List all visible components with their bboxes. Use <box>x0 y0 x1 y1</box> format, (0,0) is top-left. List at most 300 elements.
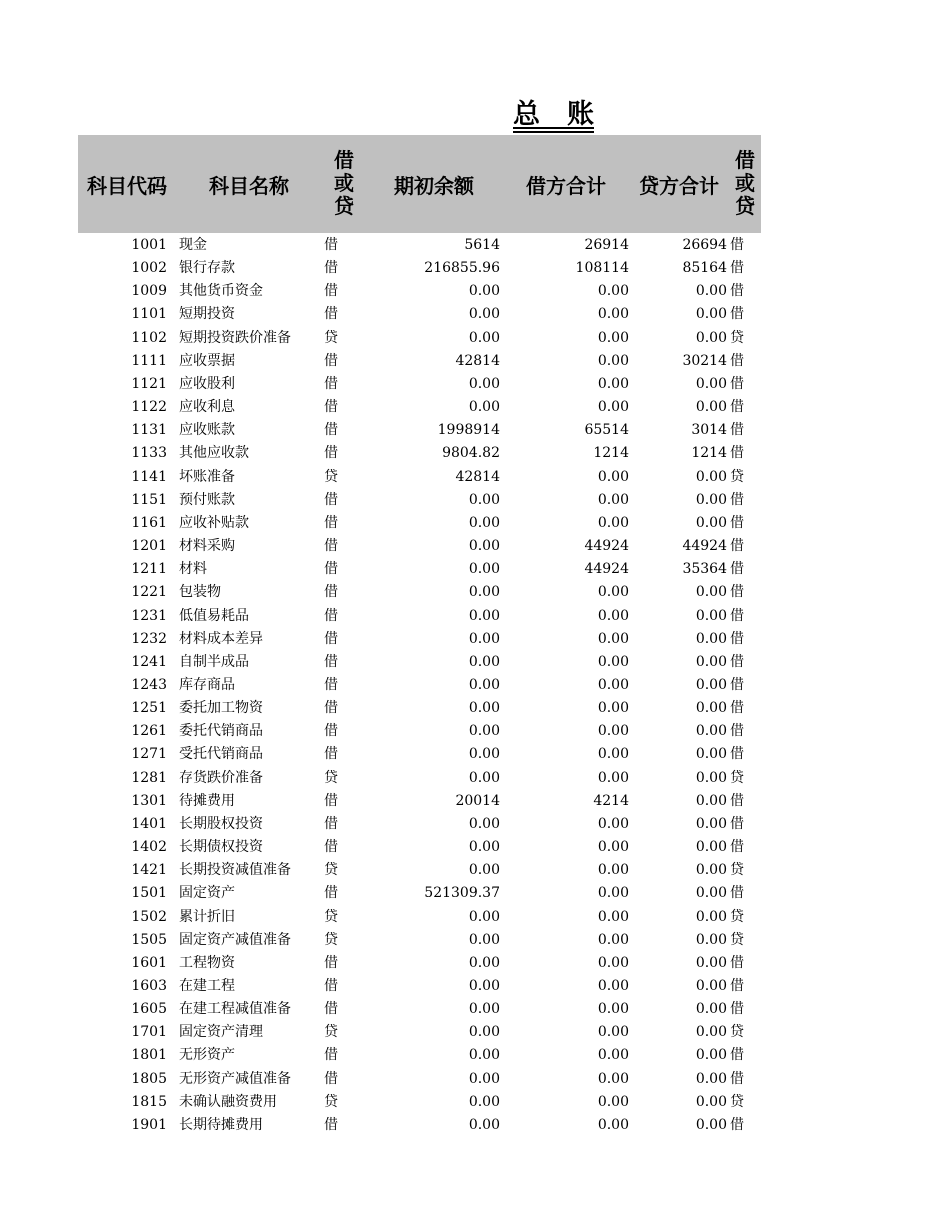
opening-balance-cell: 0.00 <box>468 607 500 624</box>
account-name-cell: 固定资产减值准备 <box>179 931 291 948</box>
opening-balance-cell: 0.00 <box>468 538 500 555</box>
debit-total-cell: 0.00 <box>597 1047 629 1064</box>
direction-cell: 借 <box>324 306 338 323</box>
table-row <box>78 512 761 535</box>
end-direction-cell: 借 <box>730 445 744 462</box>
end-direction-cell: 借 <box>730 676 744 693</box>
credit-total-cell: 35364 <box>682 561 727 578</box>
opening-balance-cell: 20014 <box>455 792 500 809</box>
page-title: 总 账 <box>513 99 594 130</box>
credit-total-cell: 0.00 <box>695 700 727 717</box>
account-name-cell: 现金 <box>179 237 207 253</box>
opening-balance-cell: 0.00 <box>468 1001 500 1018</box>
table-row <box>78 373 761 396</box>
debit-total-cell: 65514 <box>584 422 629 439</box>
end-direction-cell: 借 <box>730 283 744 300</box>
table-row <box>78 303 761 326</box>
credit-total-cell: 0.00 <box>695 1024 727 1041</box>
table-row <box>78 419 761 442</box>
direction-cell: 借 <box>324 746 338 763</box>
debit-total-cell: 44924 <box>584 538 629 555</box>
table-row <box>78 651 761 674</box>
direction-cell: 贷 <box>324 931 338 948</box>
opening-balance-cell: 521309.37 <box>424 885 500 902</box>
account-code-cell: 1231 <box>131 607 167 624</box>
account-code-cell: 1101 <box>131 306 167 323</box>
account-name-cell: 短期投资跌价准备 <box>179 329 291 346</box>
account-code-cell: 1151 <box>131 491 167 508</box>
account-name-cell: 长期投资减值准备 <box>179 862 291 879</box>
credit-total-cell: 0.00 <box>695 978 727 994</box>
direction-cell: 借 <box>324 815 338 832</box>
table-row <box>78 1044 761 1067</box>
opening-balance-cell: 0.00 <box>468 676 500 693</box>
opening-balance-cell: 0.00 <box>468 491 500 508</box>
debit-total-cell: 0.00 <box>597 468 629 485</box>
end-direction-cell: 借 <box>730 746 744 763</box>
debit-total-cell: 0.00 <box>597 954 629 971</box>
end-direction-cell: 借 <box>730 1116 744 1133</box>
opening-balance-cell: 0.00 <box>468 375 500 392</box>
account-name-cell: 在建工程减值准备 <box>179 1001 291 1018</box>
header-direction <box>331 149 357 218</box>
table-row <box>78 628 761 651</box>
debit-total-cell: 0.00 <box>597 700 629 717</box>
header-name: 科目名称 <box>209 173 289 198</box>
account-name-cell: 库存商品 <box>179 676 235 693</box>
credit-total-cell: 0.00 <box>695 584 727 601</box>
opening-balance-cell: 0.00 <box>468 769 500 786</box>
table-row <box>78 558 761 581</box>
account-name-cell: 材料 <box>179 561 207 578</box>
direction-cell: 贷 <box>324 468 338 485</box>
table-row <box>78 813 761 836</box>
account-name-cell: 其他货币资金 <box>179 283 263 300</box>
table-row <box>78 327 761 350</box>
table-row <box>78 257 761 280</box>
table-row <box>78 280 761 303</box>
table-row <box>78 929 761 952</box>
direction-cell: 借 <box>324 237 338 253</box>
direction-cell: 借 <box>324 1070 338 1087</box>
account-code-cell: 1009 <box>131 283 167 300</box>
header-end-direction <box>732 149 758 218</box>
account-code-cell: 1243 <box>131 676 167 693</box>
account-name-cell: 长期债权投资 <box>179 839 263 856</box>
end-direction-cell: 借 <box>730 630 744 647</box>
table-row <box>78 442 761 465</box>
debit-total-cell: 0.00 <box>597 978 629 994</box>
account-name-cell: 待摊费用 <box>179 792 235 809</box>
credit-total-cell: 44924 <box>682 538 727 555</box>
credit-total-cell: 0.00 <box>695 468 727 485</box>
credit-total-cell: 0.00 <box>695 954 727 971</box>
header-code: 科目代码 <box>87 173 167 198</box>
debit-total-cell: 0.00 <box>597 283 629 300</box>
opening-balance-cell: 1998914 <box>437 422 500 439</box>
end-direction-cell: 借 <box>730 723 744 740</box>
account-name-cell: 应收利息 <box>179 399 235 416</box>
end-direction-cell: 借 <box>730 538 744 555</box>
account-name-cell: 材料成本差异 <box>179 630 263 647</box>
opening-balance-cell: 0.00 <box>468 931 500 948</box>
account-code-cell: 1261 <box>131 723 167 740</box>
end-direction-cell: 借 <box>730 978 744 994</box>
direction-cell: 借 <box>324 607 338 624</box>
account-code-cell: 1131 <box>131 422 167 439</box>
account-code-cell: 1161 <box>131 514 167 531</box>
debit-total-cell: 0.00 <box>597 375 629 392</box>
debit-total-cell: 4214 <box>593 792 629 809</box>
direction-cell: 贷 <box>324 1093 338 1110</box>
account-code-cell: 1601 <box>131 954 167 971</box>
account-name-cell: 材料采购 <box>179 538 235 555</box>
account-name-cell: 无形资产减值准备 <box>179 1070 291 1087</box>
account-name-cell: 短期投资 <box>179 306 235 323</box>
end-direction-cell: 借 <box>730 561 744 578</box>
end-direction-cell: 借 <box>730 375 744 392</box>
direction-cell: 借 <box>324 1047 338 1064</box>
table-row <box>78 489 761 512</box>
table-row <box>78 674 761 697</box>
debit-total-cell: 0.00 <box>597 306 629 323</box>
table-row <box>78 790 761 813</box>
header-direction-line: 贷 <box>334 194 354 218</box>
account-code-cell: 1002 <box>131 260 167 277</box>
table-row <box>78 906 761 929</box>
credit-total-cell: 26694 <box>682 237 727 253</box>
direction-cell: 借 <box>324 792 338 809</box>
end-direction-cell: 借 <box>730 399 744 416</box>
debit-total-cell: 0.00 <box>597 1116 629 1133</box>
credit-total-cell: 1214 <box>691 445 727 462</box>
opening-balance-cell: 0.00 <box>468 862 500 879</box>
credit-total-cell: 0.00 <box>695 1047 727 1064</box>
direction-cell: 贷 <box>324 862 338 879</box>
end-direction-cell: 借 <box>730 352 744 369</box>
opening-balance-cell: 0.00 <box>468 746 500 763</box>
credit-total-cell: 0.00 <box>695 1093 727 1110</box>
account-code-cell: 1801 <box>131 1047 167 1064</box>
header-credit-total: 贷方合计 <box>639 173 719 198</box>
opening-balance-cell: 0.00 <box>468 723 500 740</box>
account-name-cell: 应收票据 <box>179 352 235 369</box>
account-code-cell: 1603 <box>131 978 167 994</box>
credit-total-cell: 0.00 <box>695 283 727 300</box>
header-end-direction-line: 贷 <box>735 194 755 218</box>
credit-total-cell: 0.00 <box>695 306 727 323</box>
end-direction-cell: 借 <box>730 1047 744 1064</box>
account-name-cell: 应收补贴款 <box>179 514 249 531</box>
account-name-cell: 包装物 <box>179 584 221 601</box>
account-name-cell: 工程物资 <box>179 954 235 971</box>
account-code-cell: 1211 <box>131 561 167 578</box>
table-row <box>78 998 761 1021</box>
credit-total-cell: 0.00 <box>695 862 727 879</box>
debit-total-cell: 0.00 <box>597 815 629 832</box>
account-code-cell: 1505 <box>131 931 167 948</box>
table-row <box>78 952 761 975</box>
direction-cell: 借 <box>324 422 338 439</box>
table-row <box>78 697 761 720</box>
table-row <box>78 605 761 628</box>
opening-balance-cell: 0.00 <box>468 1116 500 1133</box>
opening-balance-cell: 0.00 <box>468 1024 500 1041</box>
account-code-cell: 1121 <box>131 375 167 392</box>
account-name-cell: 委托代销商品 <box>179 723 263 740</box>
debit-total-cell: 108114 <box>575 260 629 277</box>
credit-total-cell: 0.00 <box>695 653 727 670</box>
end-direction-cell: 借 <box>730 584 744 601</box>
header-opening-balance: 期初余额 <box>394 173 474 198</box>
header-direction-line: 借 <box>334 148 354 172</box>
account-code-cell: 1122 <box>131 399 167 416</box>
debit-total-cell: 0.00 <box>597 329 629 346</box>
opening-balance-cell: 0.00 <box>468 815 500 832</box>
table-row <box>78 720 761 743</box>
direction-cell: 借 <box>324 1001 338 1018</box>
direction-cell: 借 <box>324 839 338 856</box>
direction-cell: 借 <box>324 584 338 601</box>
account-code-cell: 1221 <box>131 584 167 601</box>
credit-total-cell: 0.00 <box>695 676 727 693</box>
account-code-cell: 1232 <box>131 630 167 647</box>
account-code-cell: 1241 <box>131 653 167 670</box>
opening-balance-cell: 0.00 <box>468 1047 500 1064</box>
account-code-cell: 1402 <box>131 839 167 856</box>
account-name-cell: 长期股权投资 <box>179 815 263 832</box>
debit-total-cell: 0.00 <box>597 1024 629 1041</box>
credit-total-cell: 0.00 <box>695 723 727 740</box>
account-name-cell: 在建工程 <box>179 978 235 994</box>
table-row <box>78 396 761 419</box>
account-name-cell: 受托代销商品 <box>179 746 263 763</box>
opening-balance-cell: 9804.82 <box>442 445 500 462</box>
opening-balance-cell: 0.00 <box>468 283 500 300</box>
direction-cell: 借 <box>324 445 338 462</box>
table-row <box>78 859 761 882</box>
direction-cell: 借 <box>324 653 338 670</box>
direction-cell: 借 <box>324 885 338 902</box>
direction-cell: 借 <box>324 700 338 717</box>
opening-balance-cell: 0.00 <box>468 954 500 971</box>
account-code-cell: 1271 <box>131 746 167 763</box>
account-name-cell: 存货跌价准备 <box>179 769 263 786</box>
account-name-cell: 未确认融资费用 <box>179 1093 277 1110</box>
direction-cell: 贷 <box>324 329 338 346</box>
table-row <box>78 975 761 998</box>
credit-total-cell: 0.00 <box>695 839 727 856</box>
credit-total-cell: 0.00 <box>695 399 727 416</box>
opening-balance-cell: 0.00 <box>468 561 500 578</box>
end-direction-cell: 贷 <box>730 931 744 948</box>
end-direction-cell: 贷 <box>730 769 744 786</box>
account-code-cell: 1502 <box>131 908 167 925</box>
credit-total-cell: 0.00 <box>695 769 727 786</box>
account-code-cell: 1301 <box>131 792 167 809</box>
end-direction-cell: 贷 <box>730 908 744 925</box>
ledger-table-body <box>78 234 761 1137</box>
debit-total-cell: 1214 <box>593 445 629 462</box>
end-direction-cell: 借 <box>730 815 744 832</box>
direction-cell: 借 <box>324 676 338 693</box>
table-row <box>78 535 761 558</box>
header-debit-total: 借方合计 <box>526 173 606 198</box>
opening-balance-cell: 0.00 <box>468 306 500 323</box>
opening-balance-cell: 216855.96 <box>424 260 500 277</box>
end-direction-cell: 借 <box>730 607 744 624</box>
end-direction-cell: 借 <box>730 422 744 439</box>
credit-total-cell: 0.00 <box>695 1001 727 1018</box>
direction-cell: 贷 <box>324 769 338 786</box>
debit-total-cell: 0.00 <box>597 630 629 647</box>
credit-total-cell: 85164 <box>682 260 727 277</box>
account-name-cell: 固定资产清理 <box>179 1024 263 1041</box>
account-name-cell: 坏账准备 <box>179 468 235 485</box>
header-end-direction-line: 借 <box>735 148 755 172</box>
account-code-cell: 1001 <box>131 237 167 253</box>
opening-balance-cell: 0.00 <box>468 329 500 346</box>
account-code-cell: 1201 <box>131 538 167 555</box>
direction-cell: 借 <box>324 352 338 369</box>
end-direction-cell: 贷 <box>730 1093 744 1110</box>
debit-total-cell: 0.00 <box>597 607 629 624</box>
account-code-cell: 1815 <box>131 1093 167 1110</box>
debit-total-cell: 0.00 <box>597 723 629 740</box>
opening-balance-cell: 0.00 <box>468 584 500 601</box>
credit-total-cell: 0.00 <box>695 491 727 508</box>
end-direction-cell: 借 <box>730 839 744 856</box>
direction-cell: 借 <box>324 514 338 531</box>
opening-balance-cell: 0.00 <box>468 630 500 647</box>
account-code-cell: 1805 <box>131 1070 167 1087</box>
debit-total-cell: 0.00 <box>597 514 629 531</box>
account-code-cell: 1133 <box>131 445 167 462</box>
account-code-cell: 1605 <box>131 1001 167 1018</box>
table-row <box>78 743 761 766</box>
table-row <box>78 882 761 905</box>
direction-cell: 借 <box>324 978 338 994</box>
debit-total-cell: 0.00 <box>597 676 629 693</box>
opening-balance-cell: 0.00 <box>468 653 500 670</box>
account-name-cell: 累计折旧 <box>179 908 235 925</box>
credit-total-cell: 0.00 <box>695 375 727 392</box>
debit-total-cell: 0.00 <box>597 584 629 601</box>
end-direction-cell: 借 <box>730 792 744 809</box>
end-direction-cell: 借 <box>730 260 744 277</box>
direction-cell: 借 <box>324 260 338 277</box>
end-direction-cell: 借 <box>730 306 744 323</box>
direction-cell: 借 <box>324 630 338 647</box>
table-row <box>78 836 761 859</box>
credit-total-cell: 0.00 <box>695 329 727 346</box>
end-direction-cell: 贷 <box>730 1024 744 1041</box>
direction-cell: 借 <box>324 283 338 300</box>
credit-total-cell: 0.00 <box>695 815 727 832</box>
account-code-cell: 1281 <box>131 769 167 786</box>
credit-total-cell: 0.00 <box>695 607 727 624</box>
debit-total-cell: 44924 <box>584 561 629 578</box>
opening-balance-cell: 0.00 <box>468 978 500 994</box>
account-name-cell: 其他应收款 <box>179 445 249 462</box>
direction-cell: 借 <box>324 1116 338 1133</box>
account-code-cell: 1701 <box>131 1024 167 1041</box>
debit-total-cell: 0.00 <box>597 769 629 786</box>
end-direction-cell: 贷 <box>730 329 744 346</box>
direction-cell: 贷 <box>324 908 338 925</box>
opening-balance-cell: 0.00 <box>468 1093 500 1110</box>
table-row <box>78 234 761 257</box>
header-end-direction-line: 或 <box>735 171 755 195</box>
opening-balance-cell: 42814 <box>455 468 500 485</box>
direction-cell: 借 <box>324 491 338 508</box>
debit-total-cell: 0.00 <box>597 1070 629 1087</box>
account-code-cell: 1111 <box>131 352 167 369</box>
table-row <box>78 1068 761 1091</box>
credit-total-cell: 0.00 <box>695 514 727 531</box>
credit-total-cell: 0.00 <box>695 746 727 763</box>
debit-total-cell: 0.00 <box>597 491 629 508</box>
direction-cell: 借 <box>324 561 338 578</box>
end-direction-cell: 借 <box>730 1070 744 1087</box>
debit-total-cell: 0.00 <box>597 908 629 925</box>
credit-total-cell: 0.00 <box>695 908 727 925</box>
end-direction-cell: 贷 <box>730 862 744 879</box>
debit-total-cell: 0.00 <box>597 1001 629 1018</box>
account-name-cell: 预付账款 <box>179 491 235 508</box>
debit-total-cell: 0.00 <box>597 653 629 670</box>
opening-balance-cell: 0.00 <box>468 1070 500 1087</box>
end-direction-cell: 借 <box>730 885 744 902</box>
table-row <box>78 1021 761 1044</box>
credit-total-cell: 0.00 <box>695 931 727 948</box>
debit-total-cell: 0.00 <box>597 839 629 856</box>
end-direction-cell: 借 <box>730 954 744 971</box>
direction-cell: 借 <box>324 375 338 392</box>
end-direction-cell: 借 <box>730 491 744 508</box>
direction-cell: 借 <box>324 538 338 555</box>
credit-total-cell: 30214 <box>682 352 727 369</box>
account-name-cell: 无形资产 <box>179 1047 235 1064</box>
opening-balance-cell: 0.00 <box>468 700 500 717</box>
opening-balance-cell: 0.00 <box>468 514 500 531</box>
debit-total-cell: 0.00 <box>597 399 629 416</box>
direction-cell: 借 <box>324 399 338 416</box>
table-row <box>78 581 761 604</box>
account-name-cell: 固定资产 <box>179 885 235 902</box>
direction-cell: 借 <box>324 954 338 971</box>
account-code-cell: 1421 <box>131 862 167 879</box>
table-row <box>78 466 761 489</box>
opening-balance-cell: 0.00 <box>468 908 500 925</box>
account-name-cell: 长期待摊费用 <box>179 1116 263 1133</box>
table-row <box>78 1091 761 1114</box>
table-row <box>78 1114 761 1137</box>
opening-balance-cell: 5614 <box>464 237 500 253</box>
debit-total-cell: 0.00 <box>597 862 629 879</box>
account-name-cell: 低值易耗品 <box>179 607 249 624</box>
opening-balance-cell: 0.00 <box>468 399 500 416</box>
debit-total-cell: 0.00 <box>597 885 629 902</box>
credit-total-cell: 0.00 <box>695 1116 727 1133</box>
credit-total-cell: 0.00 <box>695 630 727 647</box>
end-direction-cell: 借 <box>730 514 744 531</box>
credit-total-cell: 0.00 <box>695 885 727 902</box>
opening-balance-cell: 42814 <box>455 352 500 369</box>
account-code-cell: 1141 <box>131 468 167 485</box>
header-direction-line: 或 <box>334 171 354 195</box>
end-direction-cell: 借 <box>730 237 744 253</box>
